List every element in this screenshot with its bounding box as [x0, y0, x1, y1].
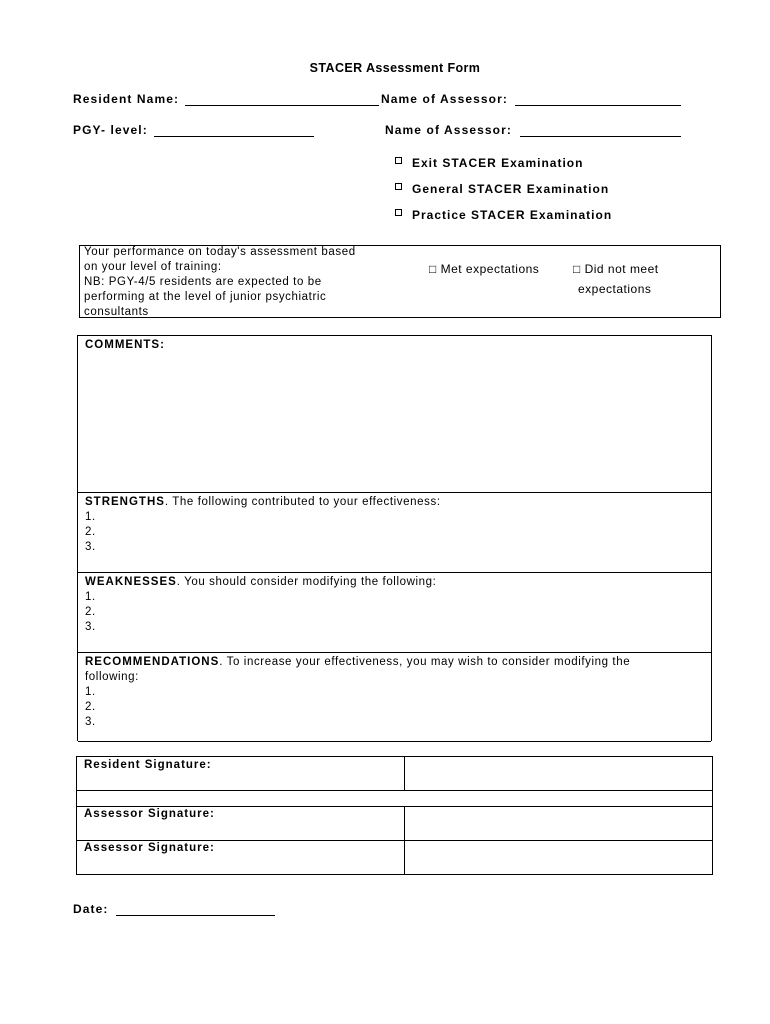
date-field[interactable]	[116, 915, 275, 916]
practice-exam-checkbox[interactable]	[395, 209, 402, 216]
second-assessor-name-label: Name of Assessor:	[385, 123, 512, 137]
met-expectations-option[interactable]: □ Met expectations	[429, 262, 540, 276]
recommendations-item: 1.	[85, 686, 96, 698]
weaknesses-item: 3.	[85, 621, 96, 633]
exit-exam-label: Exit STACER Examination	[412, 156, 584, 170]
signature-table	[76, 756, 713, 875]
signature-spacer-row	[77, 791, 713, 807]
recommendations-text: . To increase your effectiveness, you may wish to consider modifying the	[219, 656, 631, 668]
did-not-meet-option-continued: expectations	[578, 282, 652, 296]
weaknesses-item: 1.	[85, 591, 96, 603]
resident-name-field[interactable]	[185, 105, 379, 106]
feedback-box	[77, 335, 712, 741]
did-not-meet-option[interactable]: □ Did not meet	[573, 262, 659, 276]
resident-signature-field[interactable]	[405, 757, 713, 791]
second-assessor-name-field[interactable]	[520, 136, 681, 137]
general-exam-checkbox[interactable]	[395, 183, 402, 190]
comments-section[interactable]	[78, 336, 711, 493]
assessor-name-label: Name of Assessor:	[381, 92, 508, 106]
pgy-level-field[interactable]	[154, 136, 314, 137]
general-exam-label: General STACER Examination	[412, 182, 610, 196]
recommendations-text-continued: following:	[85, 671, 139, 683]
recommendations-section[interactable]	[78, 653, 711, 742]
strengths-text: . The following contributed to your effectiveness:	[164, 496, 441, 508]
recommendations-item: 3.	[85, 716, 96, 728]
date-label: Date:	[73, 902, 109, 916]
recommendations-label: RECOMMENDATIONS	[85, 656, 220, 668]
performance-line: consultants	[84, 306, 149, 318]
assessor-signature-label: Assessor Signature:	[77, 807, 405, 841]
performance-line: NB: PGY-4/5 residents are expected to be	[84, 276, 322, 288]
performance-line: performing at the level of junior psychiatric	[84, 291, 327, 303]
weaknesses-item: 2.	[85, 606, 96, 618]
performance-line: Your performance on today's assessment based	[84, 246, 356, 258]
assessor-signature-field[interactable]	[405, 807, 713, 841]
strengths-item: 3.	[85, 541, 96, 553]
performance-line: on your level of training:	[84, 261, 222, 273]
strengths-label: STRENGTHS	[85, 496, 165, 508]
recommendations-item: 2.	[85, 701, 96, 713]
resident-signature-label: Resident Signature:	[77, 757, 405, 791]
weaknesses-text: . You should consider modifying the following:	[176, 576, 437, 588]
weaknesses-section[interactable]	[78, 573, 711, 653]
performance-description	[84, 245, 356, 320]
comments-label: COMMENTS:	[85, 339, 165, 351]
second-assessor-signature-label: Assessor Signature:	[77, 841, 405, 875]
pgy-level-label: PGY- level:	[73, 123, 148, 137]
weaknesses-label: WEAKNESSES	[85, 576, 177, 588]
form-title: STACER Assessment Form	[309, 61, 481, 75]
exit-exam-checkbox[interactable]	[395, 157, 402, 164]
strengths-section[interactable]	[78, 493, 711, 573]
resident-name-label: Resident Name:	[73, 92, 180, 106]
assessor-name-field[interactable]	[515, 105, 681, 106]
practice-exam-label: Practice STACER Examination	[412, 208, 613, 222]
strengths-item: 2.	[85, 526, 96, 538]
strengths-item: 1.	[85, 511, 96, 523]
second-assessor-signature-field[interactable]	[405, 841, 713, 875]
